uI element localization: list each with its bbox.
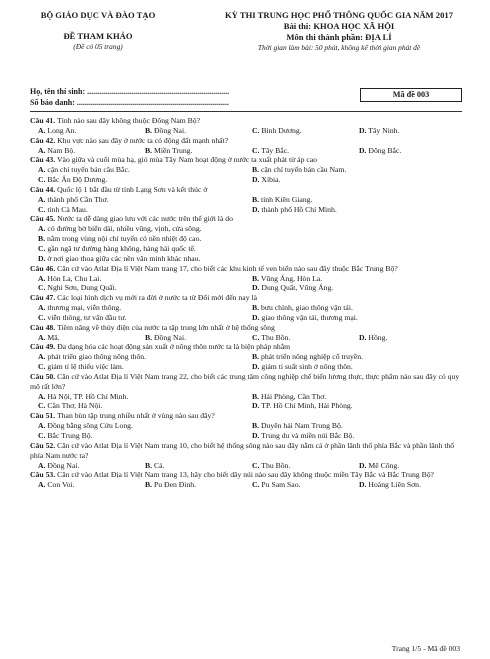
- question-text: Căn cứ vào Atlat Địa lí Việt Nam trang 17, cho biết các khu kinh tế ven biển nào sau đây thuộc Bắc Trung Bộ?: [57, 263, 398, 273]
- option-letter: B.: [145, 480, 153, 490]
- option-text: Mã.: [47, 332, 60, 342]
- answer-option: [38, 333, 145, 343]
- option-text: Xibia.: [261, 175, 281, 185]
- question-stem: [30, 411, 466, 421]
- option-text: Tây Bắc.: [261, 145, 290, 155]
- option-letter: C.: [252, 125, 260, 135]
- option-text: Thu Bồn.: [261, 332, 291, 342]
- option-letter: B.: [145, 460, 153, 470]
- option-text: bưu chính, giao thông vận tải.: [260, 303, 353, 313]
- option-row: [30, 175, 466, 185]
- option-text: Đồng Nai.: [47, 460, 80, 470]
- option-text: Cần Thơ, Hà Nội.: [47, 401, 103, 411]
- option-text: Hải Phòng, Cần Thơ.: [260, 391, 327, 401]
- answer-option: [38, 146, 145, 156]
- answer-option: [38, 362, 252, 372]
- answer-option: [38, 401, 252, 411]
- option-text: Con Voi.: [47, 480, 75, 490]
- question-number: Câu 52.: [30, 440, 56, 450]
- answer-option: [252, 274, 466, 284]
- option-letter: D.: [359, 145, 367, 155]
- question-text: Tiềm năng về thủy điện của nước ta tập trung lớn nhất ở hệ thống sông: [57, 322, 275, 332]
- option-row: [30, 313, 466, 323]
- ministry-name: BỘ GIÁO DỤC VÀ ĐÀO TẠO: [40, 10, 156, 20]
- option-letter: D.: [359, 332, 367, 342]
- answer-option: [145, 126, 252, 136]
- option-letter: B.: [145, 145, 153, 155]
- question-item: [30, 441, 466, 471]
- option-text: Pu Sam Sao.: [261, 480, 301, 490]
- option-text: Đồng Nai.: [153, 332, 187, 342]
- header-left: [18, 10, 178, 52]
- question-item: [30, 264, 466, 294]
- answer-option: [38, 352, 252, 362]
- option-row: [30, 392, 466, 402]
- question-item: [30, 155, 466, 185]
- option-text: nằm trong vùng nội chí tuyến có nền nhiệt độ cao.: [46, 234, 202, 244]
- option-text: Nam Bộ.: [47, 145, 76, 155]
- option-letter: A.: [38, 421, 46, 431]
- answer-option: [252, 146, 359, 156]
- question-stem: [30, 155, 466, 165]
- question-number: Câu 47.: [30, 293, 56, 303]
- option-text: Bắc Ấn Độ Dương.: [47, 175, 108, 185]
- option-row: [30, 244, 466, 254]
- question-stem: [30, 185, 466, 195]
- answer-option: [38, 421, 252, 431]
- option-letter: A.: [38, 145, 46, 155]
- option-row: [30, 126, 466, 136]
- option-letter: B.: [252, 303, 260, 313]
- question-stem: [30, 264, 466, 274]
- answer-option: [38, 224, 202, 234]
- option-letter: C.: [38, 204, 46, 214]
- option-text: Bắc Trung Bộ.: [47, 431, 93, 440]
- answer-option: [252, 303, 466, 313]
- question-list: [30, 116, 466, 490]
- option-row: [30, 362, 466, 372]
- answer-option: [252, 175, 466, 185]
- question-text: Đa dạng hóa các hoạt động sản xuất ở nông thôn nước ta là biện pháp nhằm: [57, 342, 291, 352]
- question-number: Câu 46.: [30, 263, 56, 273]
- option-row: [30, 333, 466, 343]
- answer-option: [38, 126, 145, 136]
- option-row: [30, 421, 466, 431]
- option-text: Pu Đen Đinh.: [153, 480, 197, 490]
- question-text: Căn cứ vào Atlat Địa lí Việt Nam trang 10, cho biết hệ thống sông nào sau đây nằm cả ở phần lãnh thổ phía Bắc và phần lãnh thổ phía Nam nước ta?: [30, 440, 455, 460]
- question-item: [30, 411, 466, 441]
- answer-option: [252, 431, 466, 441]
- answer-option: [38, 234, 201, 244]
- option-row: [30, 254, 466, 264]
- option-text: thương mại, viễn thông.: [47, 303, 122, 313]
- option-letter: D.: [252, 283, 260, 293]
- option-letter: D.: [252, 204, 260, 214]
- answer-option: [252, 195, 466, 205]
- exam-code-box: Mã đề 003: [360, 88, 462, 102]
- question-item: [30, 185, 466, 215]
- answer-option: [145, 461, 252, 471]
- question-text: Than bùn tập trung nhiều nhất ở vùng nào sau đây?: [57, 411, 215, 421]
- option-text: ở nơi giao thoa giữa các nền văn minh khác nhau.: [47, 253, 201, 263]
- answer-option: [38, 313, 252, 323]
- option-text: Trung du và miền núi Bắc Bộ.: [261, 431, 355, 440]
- question-item: [30, 372, 466, 411]
- question-number: Câu 43.: [30, 155, 56, 165]
- candidate-info: [30, 86, 229, 108]
- question-item: [30, 116, 466, 136]
- option-text: Thu Bồn.: [261, 460, 291, 470]
- option-letter: D.: [252, 362, 260, 372]
- question-stem: [30, 136, 466, 146]
- option-letter: B.: [252, 165, 260, 175]
- answer-option: [38, 205, 252, 215]
- question-text: Vào giữa và cuối mùa hạ, gió mùa Tây Nam hoạt động ở nước ta xuất phát từ áp cao: [57, 155, 318, 165]
- option-text: Duyên hải Nam Trung Bộ.: [260, 421, 343, 431]
- option-letter: A.: [38, 224, 46, 234]
- question-stem: [30, 116, 466, 126]
- question-item: [30, 293, 466, 323]
- option-letter: B.: [145, 125, 153, 135]
- question-number: Câu 48.: [30, 322, 56, 332]
- answer-option: [252, 392, 466, 402]
- answer-option: [145, 333, 252, 343]
- answer-option: [38, 244, 196, 254]
- option-letter: C.: [252, 480, 260, 490]
- question-text: Khu vực nào sau đây ở nước ta có động đất mạnh nhất?: [57, 135, 229, 145]
- question-stem: [30, 214, 466, 224]
- option-letter: B.: [38, 234, 46, 244]
- option-letter: A.: [38, 165, 46, 175]
- question-text: Căn cứ vào Atlat Địa lí Việt Nam trang 22, cho biết các trung tâm công nghiệp chế biến lương thực, thực phẩm nào sau đây có quy mô rất lớn?: [30, 371, 460, 391]
- option-row: [30, 165, 466, 175]
- question-number: Câu 42.: [30, 135, 56, 145]
- candidate-id-label: Số báo danh: ............................................................................: [30, 98, 229, 107]
- question-stem: [30, 342, 466, 352]
- option-text: Hồng.: [368, 332, 388, 342]
- option-letter: A.: [38, 352, 46, 362]
- question-text: Tỉnh nào sau đây không thuộc Đông Nam Bộ?: [57, 116, 201, 125]
- answer-option: [38, 480, 145, 490]
- option-letter: B.: [252, 194, 260, 204]
- option-text: Hoàng Liên Sơn.: [368, 480, 421, 490]
- option-row: [30, 303, 466, 313]
- option-letter: C.: [252, 460, 260, 470]
- answer-option: [252, 165, 466, 175]
- answer-option: [252, 205, 466, 215]
- option-letter: A.: [38, 460, 46, 470]
- option-letter: B.: [252, 273, 260, 283]
- answer-option: [252, 283, 466, 293]
- option-row: [30, 274, 466, 284]
- answer-option: [38, 195, 252, 205]
- option-text: Đồng Nai.: [153, 125, 187, 135]
- answer-option: [359, 146, 466, 156]
- question-number: Câu 44.: [30, 184, 56, 194]
- option-text: cận chí tuyến bán cầu Nam.: [260, 165, 347, 175]
- option-row: [30, 431, 466, 441]
- option-text: Cả.: [153, 460, 165, 470]
- option-row: [30, 234, 466, 244]
- option-text: Đồng bằng sông Cửu Long.: [47, 421, 133, 431]
- question-item: [30, 323, 466, 343]
- question-text: Nước ta dễ dàng giao lưu với các nước trên thế giới là do: [57, 214, 233, 224]
- question-stem: [30, 372, 466, 392]
- answer-option: [145, 146, 252, 156]
- answer-option: [252, 352, 466, 362]
- candidate-name-label: Họ, tên thí sinh: .......................................................................: [30, 87, 230, 96]
- option-text: Bình Dương.: [261, 125, 302, 135]
- option-letter: D.: [252, 175, 260, 185]
- option-text: Dung Quất, Vũng Áng.: [261, 283, 334, 293]
- option-text: Nghi Sơn, Dung Quất.: [47, 283, 117, 293]
- question-item: [30, 470, 466, 490]
- option-text: viễn thông, tư vấn đầu tư.: [47, 312, 127, 322]
- option-text: Tây Ninh.: [368, 125, 400, 135]
- option-letter: C.: [252, 145, 260, 155]
- option-row: [30, 461, 466, 471]
- option-letter: C.: [252, 332, 260, 342]
- answer-option: [252, 421, 466, 431]
- answer-option: [252, 362, 466, 372]
- option-letter: A.: [38, 391, 46, 401]
- option-letter: B.: [252, 352, 260, 362]
- time-note: Thời gian làm bài: 50 phút, không kể thời gian phát đề: [257, 43, 421, 52]
- option-letter: C.: [38, 175, 46, 185]
- question-stem: [30, 323, 466, 333]
- option-text: Mê Công.: [368, 460, 400, 470]
- question-stem: [30, 441, 466, 461]
- answer-option: [252, 461, 359, 471]
- answer-option: [252, 401, 466, 411]
- option-letter: A.: [38, 480, 46, 490]
- question-item: [30, 342, 466, 372]
- option-letter: B.: [252, 421, 260, 431]
- answer-option: [145, 480, 252, 490]
- option-row: [30, 401, 466, 411]
- question-text: Các loại hình dịch vụ mới ra đời ở nước ta từ Đổi mới đến nay là: [57, 293, 258, 303]
- page-footer: Trang 1/5 - Mã đề 003: [391, 644, 460, 653]
- question-number: Câu 50.: [30, 371, 56, 381]
- option-row: [30, 480, 466, 490]
- option-letter: A.: [38, 332, 46, 342]
- answer-option: [38, 254, 200, 264]
- option-row: [30, 146, 466, 156]
- option-text: Vũng Áng, Hòn La.: [260, 273, 323, 283]
- option-text: giảm tỉ lệ thiếu việc làm.: [47, 362, 124, 372]
- option-letter: B.: [252, 391, 260, 401]
- answer-option: [38, 303, 252, 313]
- answer-option: [359, 333, 466, 343]
- option-letter: B.: [145, 332, 153, 342]
- option-letter: C.: [38, 431, 46, 440]
- option-text: gần ngã tư đường hàng không, hàng hải quốc tế.: [47, 243, 196, 253]
- subject-line: Môn thi thành phần: ĐỊA LÍ: [286, 32, 392, 42]
- option-text: TP. Hồ Chí Minh, Hải Phòng.: [261, 401, 353, 411]
- option-letter: C.: [38, 312, 46, 322]
- answer-option: [252, 480, 359, 490]
- question-number: Câu 51.: [30, 411, 56, 421]
- answer-option: [38, 461, 145, 471]
- option-text: cận chí tuyến bán cầu Bắc.: [47, 165, 130, 175]
- question-item: [30, 136, 466, 156]
- exam-title: KỲ THI TRUNG HỌC PHỔ THÔNG QUỐC GIA NĂM 2017: [225, 10, 453, 20]
- option-text: Long An.: [47, 125, 77, 135]
- answer-option: [359, 461, 466, 471]
- header-right: [196, 10, 482, 53]
- option-text: phát triển giao thông nông thôn.: [47, 352, 147, 362]
- option-letter: A.: [38, 194, 46, 204]
- divider: [30, 111, 462, 112]
- doc-type: ĐỀ THAM KHẢO: [63, 31, 133, 41]
- option-letter: C.: [38, 401, 46, 411]
- option-text: Hòn La, Chu Lai.: [47, 273, 102, 283]
- option-text: giao thông vận tải, thương mại.: [261, 312, 358, 322]
- option-row: [30, 224, 466, 234]
- option-letter: D.: [252, 401, 260, 411]
- answer-option: [252, 126, 359, 136]
- option-row: [30, 352, 466, 362]
- option-letter: D.: [359, 460, 367, 470]
- option-letter: D.: [252, 312, 260, 322]
- question-stem: [30, 470, 466, 480]
- option-row: [30, 195, 466, 205]
- option-row: [30, 205, 466, 215]
- option-text: phát triển nông nghiệp cổ truyền.: [260, 352, 364, 362]
- option-row: [30, 283, 466, 293]
- question-number: Câu 45.: [30, 214, 56, 224]
- answer-option: [38, 392, 252, 402]
- option-letter: D.: [359, 480, 367, 490]
- option-text: Hà Nội, TP. Hồ Chí Minh.: [47, 391, 129, 401]
- option-letter: D.: [38, 253, 46, 263]
- option-letter: C.: [38, 283, 46, 293]
- answer-option: [359, 126, 466, 136]
- answer-option: [38, 431, 252, 441]
- option-letter: A.: [38, 273, 46, 283]
- option-text: có đường bờ biển dài, nhiều vũng, vịnh, cửa sông.: [47, 224, 202, 234]
- option-letter: A.: [38, 125, 46, 135]
- option-letter: C.: [38, 243, 46, 253]
- answer-option: [38, 274, 252, 284]
- question-text: Quốc lộ 1 bắt đầu từ tỉnh Lạng Sơn và kết thúc ở: [57, 184, 208, 194]
- question-item: [30, 214, 466, 263]
- option-text: giảm tỉ suất sinh ở nông thôn.: [261, 362, 353, 372]
- pages-note: (Đề có 05 trang): [73, 42, 123, 51]
- option-text: tỉnh Cà Mau.: [47, 204, 88, 214]
- option-text: Miền Trung.: [153, 145, 193, 155]
- question-number: Câu 53.: [30, 470, 56, 480]
- option-letter: D.: [359, 125, 367, 135]
- answer-option: [38, 175, 252, 185]
- option-letter: A.: [38, 303, 46, 313]
- option-text: thành phố Cần Thơ.: [47, 194, 109, 204]
- question-number: Câu 49.: [30, 342, 56, 352]
- answer-option: [38, 283, 252, 293]
- answer-option: [359, 480, 466, 490]
- option-text: Đông Bắc.: [368, 145, 402, 155]
- option-text: tỉnh Kiên Giang.: [260, 194, 313, 204]
- exam-section: Bài thi: KHOA HỌC XÃ HỘI: [283, 21, 395, 31]
- question-text: Căn cứ vào Atlat Địa lí Việt Nam trang 13, hãy cho biết dãy núi nào sau đây không thuộc miền Tây Bắc và Bắc Trung Bộ?: [57, 470, 434, 480]
- option-letter: C.: [38, 362, 46, 372]
- answer-option: [252, 333, 359, 343]
- option-letter: D.: [252, 431, 260, 440]
- answer-option: [38, 165, 252, 175]
- question-number: Câu 41.: [30, 116, 56, 125]
- option-text: thành phố Hồ Chí Minh.: [261, 204, 337, 214]
- question-stem: [30, 293, 466, 303]
- answer-option: [252, 313, 466, 323]
